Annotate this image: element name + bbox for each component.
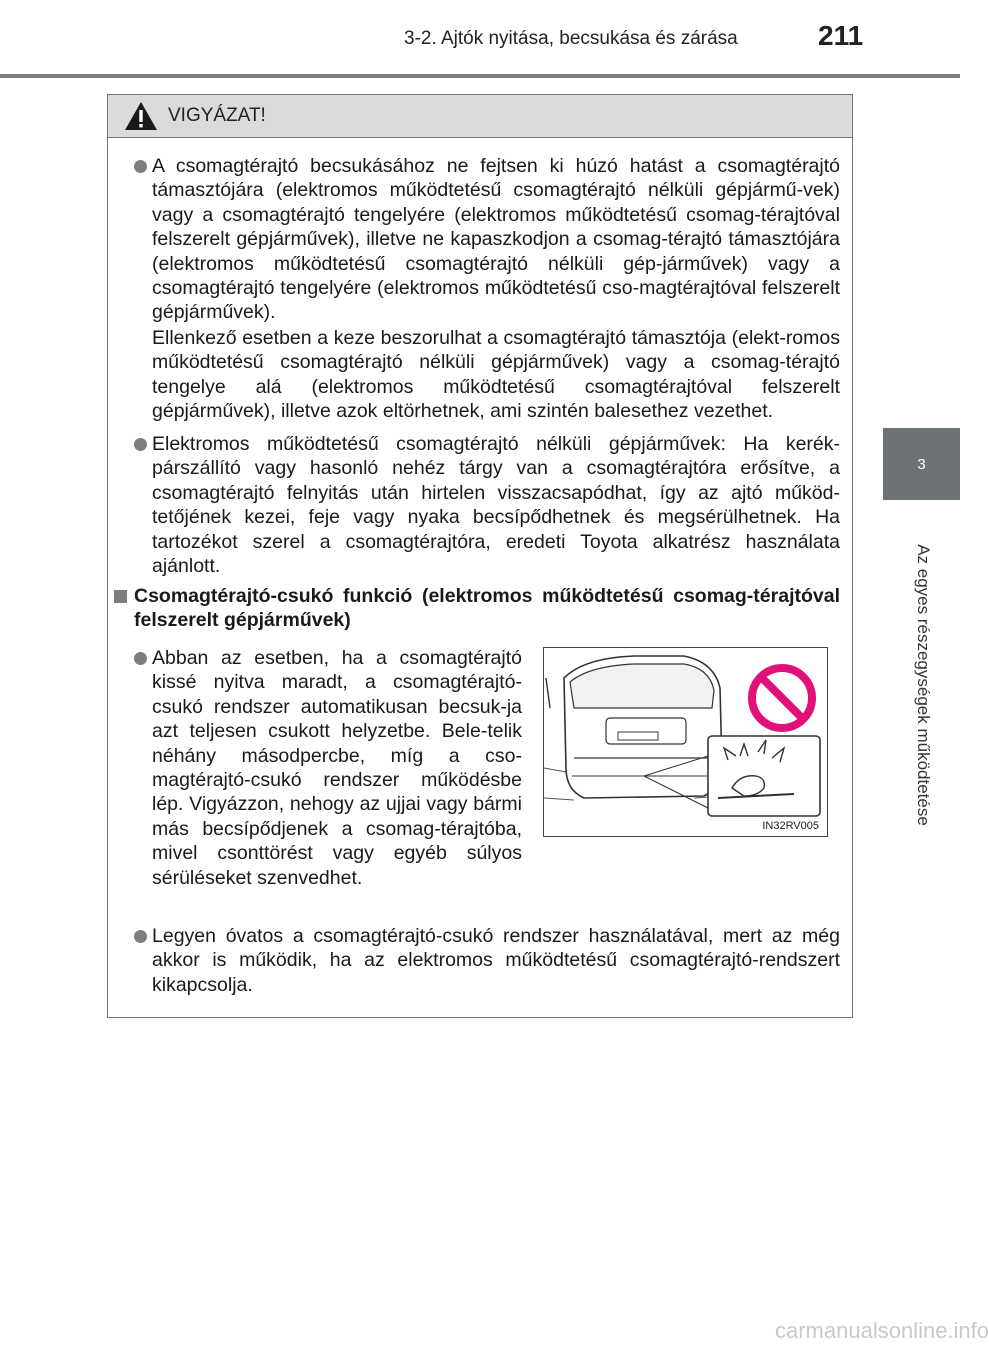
chapter-side-label [885,500,960,870]
bullet-text-3: Abban az esetben, ha a csomagtérajtó kissé nyitva maradt, a csomagtérajtó-csukó rendszer automatikusan becsuk-ja azt teljesen csukott helyzetbe. Bele-telik néhány másodpercbe, míg a cso-magtérajtó-csukó rendszer működésbe lép. Vigyázzon, nehogy az ujjai vagy bármi más becsípődjenek a csomag-térajtóba, mivel csonttörést vagy egyéb súlyos sérüléseket szenvedhet. [152,647,522,889]
bullet-text-1: A csomagtérajtó becsukásához ne fejtsen ki húzó hatást a csomagtérajtó támasztójára (elektromos működtetésű csomagtérajtó nélküli gépjármű-vek) vagy a csomagtérajtó tengelyére (elektromos működtetésű csomag-térajtóval felszerelt gépjárművek), illetve ne kapaszkodjon a csomag-térajtó támasztójára (elektromos működtetésű csomagtérajtó nélküli gép-járművek) vagy a csomagtérajtó tengelyére (elektromos működtetésű cso-magtérajtóval felszerelt gépjárművek). [152,155,840,324]
figure-code: IN32RV005 [762,820,819,832]
bullet-text-2: Elektromos működtetésű csomagtérajtó nélküli gépjárművek: Ha kerék-párszállító vagy hasonló nehéz tárgy van a csomagtérajtóra erősítve, a csomagtérajtó felnyitás után hirtelen visszacsapódhat, így az ajtó működ-tetőjének kezei, feje vagy nyaka becsípődhetnek és megsérülhetnek. Ha tartozékot szerel a csomagtérajtóra, eredeti Toyota alkatrész használata ajánlott. [152,433,840,578]
tailgate-illustration [543,647,828,837]
subheading: Csomagtérajtó-csukó funkció (elektromos működtetésű csomag-térajtóval felszerelt gépjárművek) [134,585,840,632]
bullet-text-4: Legyen óvatos a csomagtérajtó-csukó rendszer használatával, mert az még akkor is működik, ha az elektromos működtetésű csomagtérajtó-rendszert kikapcsolja. [152,925,840,996]
chapter-tab [883,428,960,500]
bullet-icon [134,652,147,665]
header-divider [0,74,960,78]
warning-title: VIGYÁZAT! [168,105,266,126]
section-title: 3-2. Ajtók nyitása, becsukása és zárása [404,28,738,49]
watermark: carmanualsonline.info [775,1318,989,1343]
bullet-icon [134,160,147,173]
page-number: 211 [818,20,864,51]
chapter-title: Az egyes részegységek működtetése [913,544,933,826]
car-tailgate-drawing [544,648,826,835]
bullet-icon [134,930,147,943]
bullet-text-1-continuation: Ellenkező esetben a keze beszorulhat a csomagtérajtó támasztója (elekt-romos működtetésű csomagtérajtó nélküli gépjárművek) vagy a csomag-térajtó tengelye alá (elektromos működtetésű csomagtérajtóval felszerelt gépjárművek), illetve azok eltörhetnek, ami szintén balesethez vezethet. [152,327,840,423]
section-square-icon [114,590,127,603]
warning-header [108,95,852,138]
bullet-icon [134,438,147,451]
chapter-number: 3 [917,455,926,473]
warning-triangle-icon [124,101,158,131]
